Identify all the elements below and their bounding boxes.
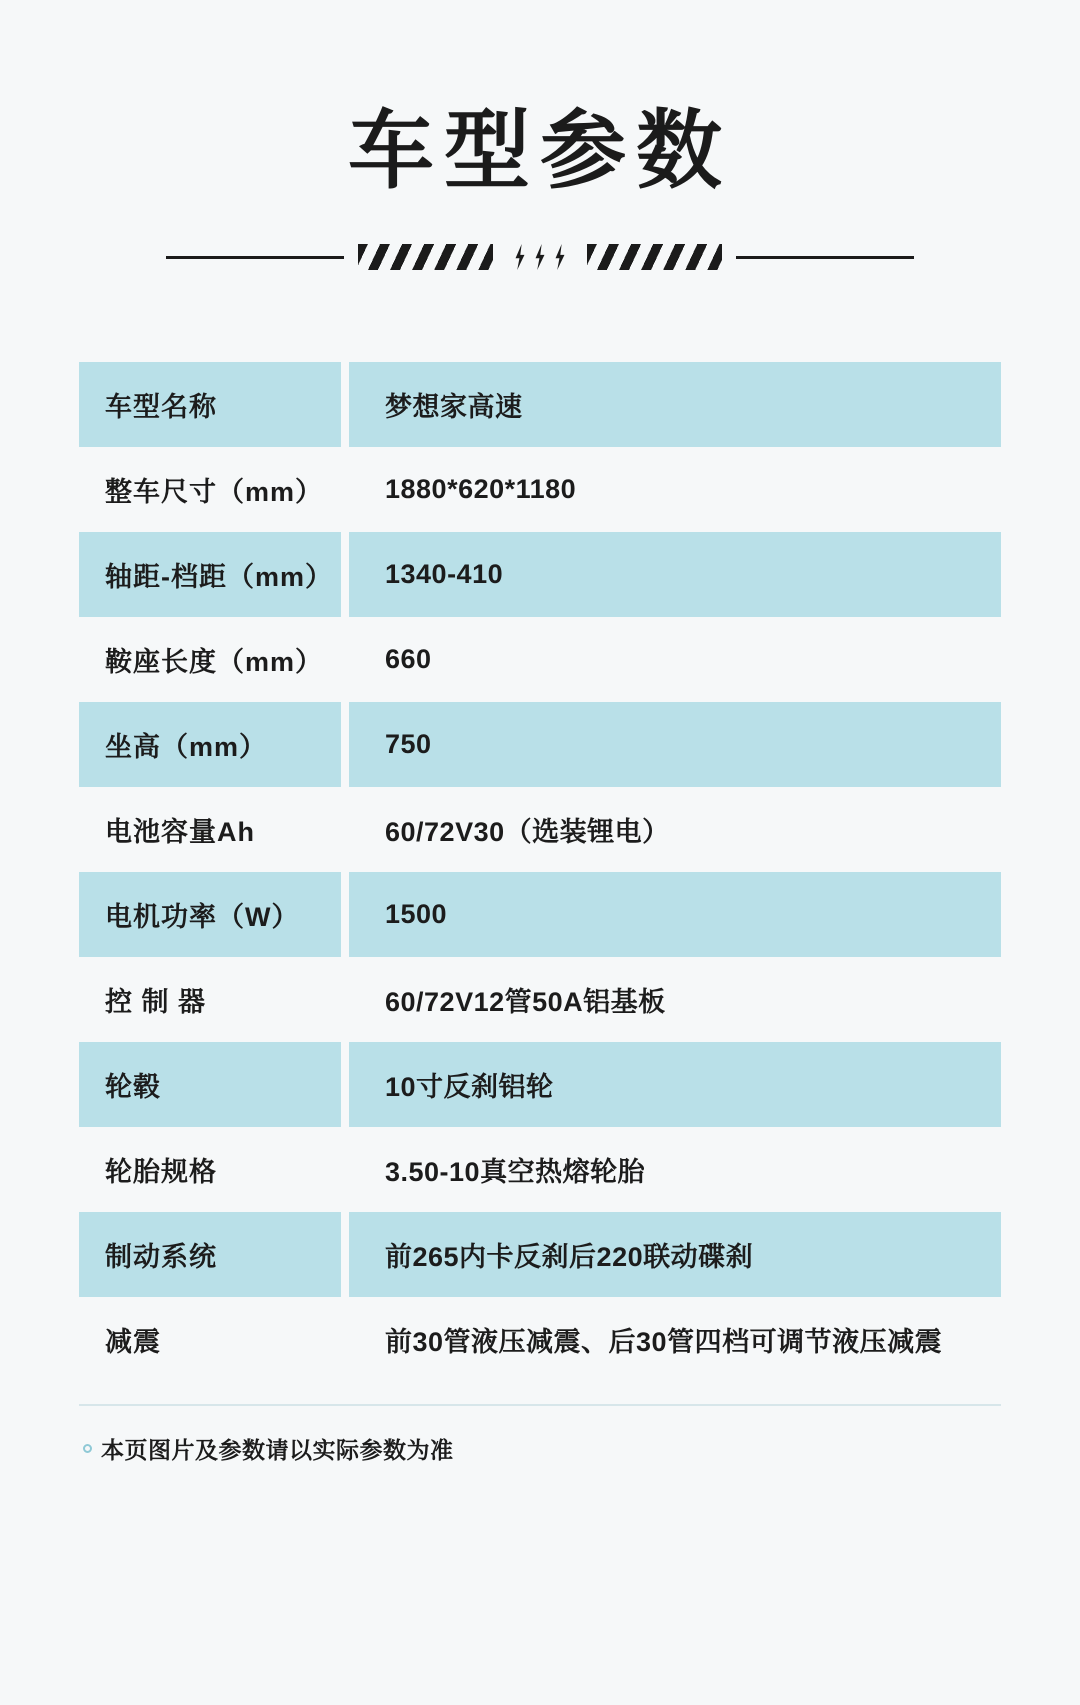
table-row bbox=[79, 1042, 1001, 1127]
spec-value: 前30管液压减震、后30管四档可调节液压减震 bbox=[385, 1327, 943, 1357]
table-row bbox=[79, 957, 1001, 1042]
spec-label: 车型名称 bbox=[79, 362, 341, 447]
cell-gap bbox=[341, 957, 349, 1042]
footer-divider bbox=[79, 1404, 1001, 1406]
cell-gap bbox=[341, 532, 349, 617]
spec-value: 3.50-10真空热熔轮胎 bbox=[385, 1157, 646, 1187]
bolt-icon bbox=[513, 244, 527, 270]
divider-line-right bbox=[736, 256, 914, 259]
cell-gap bbox=[341, 362, 349, 447]
spec-label: 控 制 器 bbox=[105, 987, 207, 1017]
spec-value: 1500 bbox=[349, 872, 1001, 957]
cell-gap bbox=[341, 872, 349, 957]
hatch-stripes-right-icon bbox=[587, 244, 722, 270]
page-header bbox=[0, 0, 1080, 270]
divider-line-left bbox=[166, 256, 344, 259]
spec-label: 轮毂 bbox=[79, 1042, 341, 1127]
spec-value: 10寸反刹铝轮 bbox=[349, 1042, 1001, 1127]
table-row bbox=[79, 787, 1001, 872]
spec-label: 电机功率（W） bbox=[79, 872, 341, 957]
bolt-icon bbox=[533, 244, 547, 270]
spec-value: 750 bbox=[349, 702, 1001, 787]
hatch-stripes-left-icon bbox=[358, 244, 493, 270]
cell-gap bbox=[341, 447, 349, 532]
lightning-bolts-icon bbox=[513, 244, 567, 270]
bolt-icon bbox=[553, 244, 567, 270]
table-row bbox=[79, 702, 1001, 787]
decorative-divider bbox=[0, 244, 1080, 270]
table-row bbox=[79, 1297, 1001, 1382]
footer-note bbox=[79, 1432, 1001, 1465]
table-row bbox=[79, 1212, 1001, 1297]
cell-gap bbox=[341, 1127, 349, 1212]
spec-value: 1340-410 bbox=[349, 532, 1001, 617]
page-title: 车型参数 bbox=[348, 101, 732, 201]
spec-label: 轴距-档距（mm） bbox=[79, 532, 341, 617]
table-row bbox=[79, 617, 1001, 702]
spec-label: 制动系统 bbox=[79, 1212, 341, 1297]
cell-gap bbox=[341, 702, 349, 787]
bullet-dot-icon bbox=[83, 1444, 92, 1453]
spec-value: 60/72V12管50A铝基板 bbox=[385, 987, 666, 1017]
table-row bbox=[79, 362, 1001, 447]
cell-gap bbox=[341, 1212, 349, 1297]
table-row bbox=[79, 532, 1001, 617]
cell-gap bbox=[341, 1297, 349, 1382]
spec-label: 坐高（mm） bbox=[79, 702, 341, 787]
spec-table bbox=[79, 362, 1001, 1382]
spec-value: 梦想家高速 bbox=[349, 362, 1001, 447]
spec-value: 1880*620*1180 bbox=[385, 474, 577, 504]
table-row bbox=[79, 447, 1001, 532]
page-footer bbox=[79, 1404, 1001, 1465]
spec-label: 鞍座长度（mm） bbox=[105, 647, 324, 677]
spec-value: 60/72V30（选装锂电） bbox=[385, 817, 670, 847]
spec-value: 660 bbox=[385, 644, 432, 674]
table-row bbox=[79, 872, 1001, 957]
cell-gap bbox=[341, 1042, 349, 1127]
footer-note-text: 本页图片及参数请以实际参数为准 bbox=[101, 1437, 454, 1463]
table-row bbox=[79, 1127, 1001, 1212]
spec-value: 前265内卡反刹后220联动碟刹 bbox=[349, 1212, 1001, 1297]
cell-gap bbox=[341, 787, 349, 872]
cell-gap bbox=[341, 617, 349, 702]
spec-label: 轮胎规格 bbox=[105, 1157, 217, 1187]
spec-label: 减震 bbox=[105, 1327, 161, 1357]
spec-label: 电池容量Ah bbox=[105, 817, 255, 847]
spec-label: 整车尺寸（mm） bbox=[105, 477, 324, 507]
